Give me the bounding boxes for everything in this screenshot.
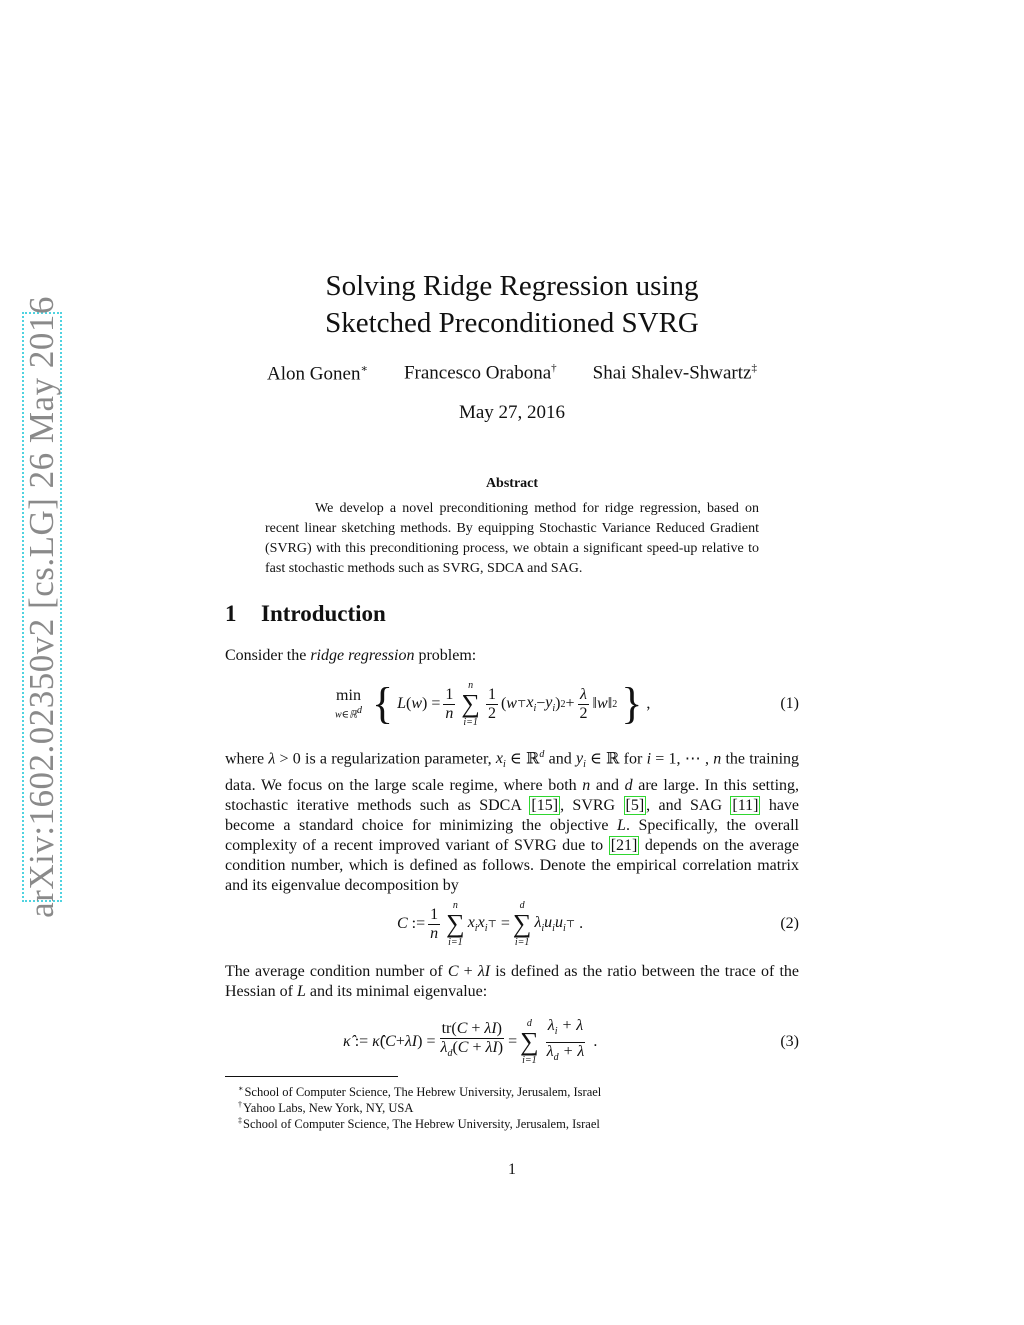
abstract-heading: Abstract <box>485 476 539 491</box>
footnote-rule <box>225 1076 398 1077</box>
citation-11[interactable]: [11] <box>732 796 759 814</box>
equation-3-math: κ̂ := κ̂ ( C + λI ) = $\frac{tr(C + \lambda I)}{\lambda_d(C + \lambda I)}$ = d ∑ i=1 $\frac{\lambda_i + \lambda}{\lambda_d + \lambda}$ . <box>343 1017 598 1066</box>
author-3: Shai Shalev-Shwartz‡ <box>592 362 757 384</box>
paragraph-3: The average condition number of C + λI is defined as the ratio between the trace of the Hessian of L and its minimal eigenvalue: <box>225 963 799 1000</box>
paper-title-line-1: Solving Ridge Regression using <box>325 270 699 302</box>
paper-date: May 27, 2016 <box>458 402 566 423</box>
equation-2 <box>225 894 799 954</box>
paragraph-2: where λ > 0 is a regularization parameter, $x_i$ ∈ ℝ$^d$ and $y_i$ ∈ ℝ for i = 1, ⋯ , n the training data. We focus on the large scale regime, where both n and d are large. In this setting, stochastic iterative methods such as SDCA [15] , SVRG [5] , and SAG [11] have become a standard choice for minimizing the objective L. Specifically, the overall complexity of a recent improved variant of SVRG due to [21] depends on the average condition number, which is defined as follows. Denote the empirical correlation matrix and its eigenvalue decomposition by <box>225 749 800 894</box>
section-number: 1 <box>225 601 237 626</box>
page-number: 1 <box>508 1161 516 1178</box>
author-2: Francesco Orabona† <box>403 362 557 384</box>
equation-2-number: (2) <box>780 915 799 932</box>
citation-5[interactable]: [5] <box>625 796 645 814</box>
abstract-text: We develop a novel preconditioning method for ridge regression, based on recent linear sketching methods. By equipping Stochastic Variance Reduced Gradient (SVRG) with this preconditioning process, we obtain a significant speed-up relative to fast stochastic methods such as SVRG, SDCA and SAG. <box>265 501 759 576</box>
equation-3-number: (3) <box>780 1033 799 1050</box>
arxiv-identifier-stamp <box>22 296 62 918</box>
section-title: Introduction <box>261 601 386 626</box>
equation-3 <box>225 1012 799 1072</box>
section-heading <box>225 601 386 627</box>
equation-1-number: (1) <box>780 695 799 712</box>
paper-title-line-2: Sketched Preconditioned SVRG <box>325 307 699 339</box>
footnote-3: ‡School of Computer Science, The Hebrew University, Jerusalem, Israel <box>238 1116 600 1132</box>
equation-2-math: C := $\frac{1}{n}$ n ∑ i=1 $x_ix_i$ ⊤ = d ∑ i=1 $\lambda_iu_iu_i$ ⊤ . <box>397 900 584 948</box>
author-1: Alon Gonen∗ <box>267 363 368 385</box>
equation-1 <box>225 674 799 734</box>
intro-sentence: Consider the ridge regression problem: <box>225 647 477 664</box>
footnote-1: ∗School of Computer Science, The Hebrew University, Jerusalem, Israel <box>238 1084 602 1100</box>
author-list <box>0 362 1024 385</box>
arxiv-identifier-text: arXiv:1602.02350v2 [cs.LG] 26 May 2016 <box>22 296 62 918</box>
citation-15[interactable]: [15] <box>531 796 559 814</box>
equation-1-math: min w∈ℝ$^d$ { L ( w ) = $\frac{1}{n}$ n ∑ i=1 $\frac{1}{2}$ ( w ⊤ $x_i$ − $y_i$ ) 2 + $\frac{\lambda}{2}$ ‖ w ‖ 2 } , <box>335 679 651 728</box>
citation-21[interactable]: [21] <box>610 836 638 854</box>
footnote-2: †Yahoo Labs, New York, NY, USA <box>238 1100 414 1116</box>
